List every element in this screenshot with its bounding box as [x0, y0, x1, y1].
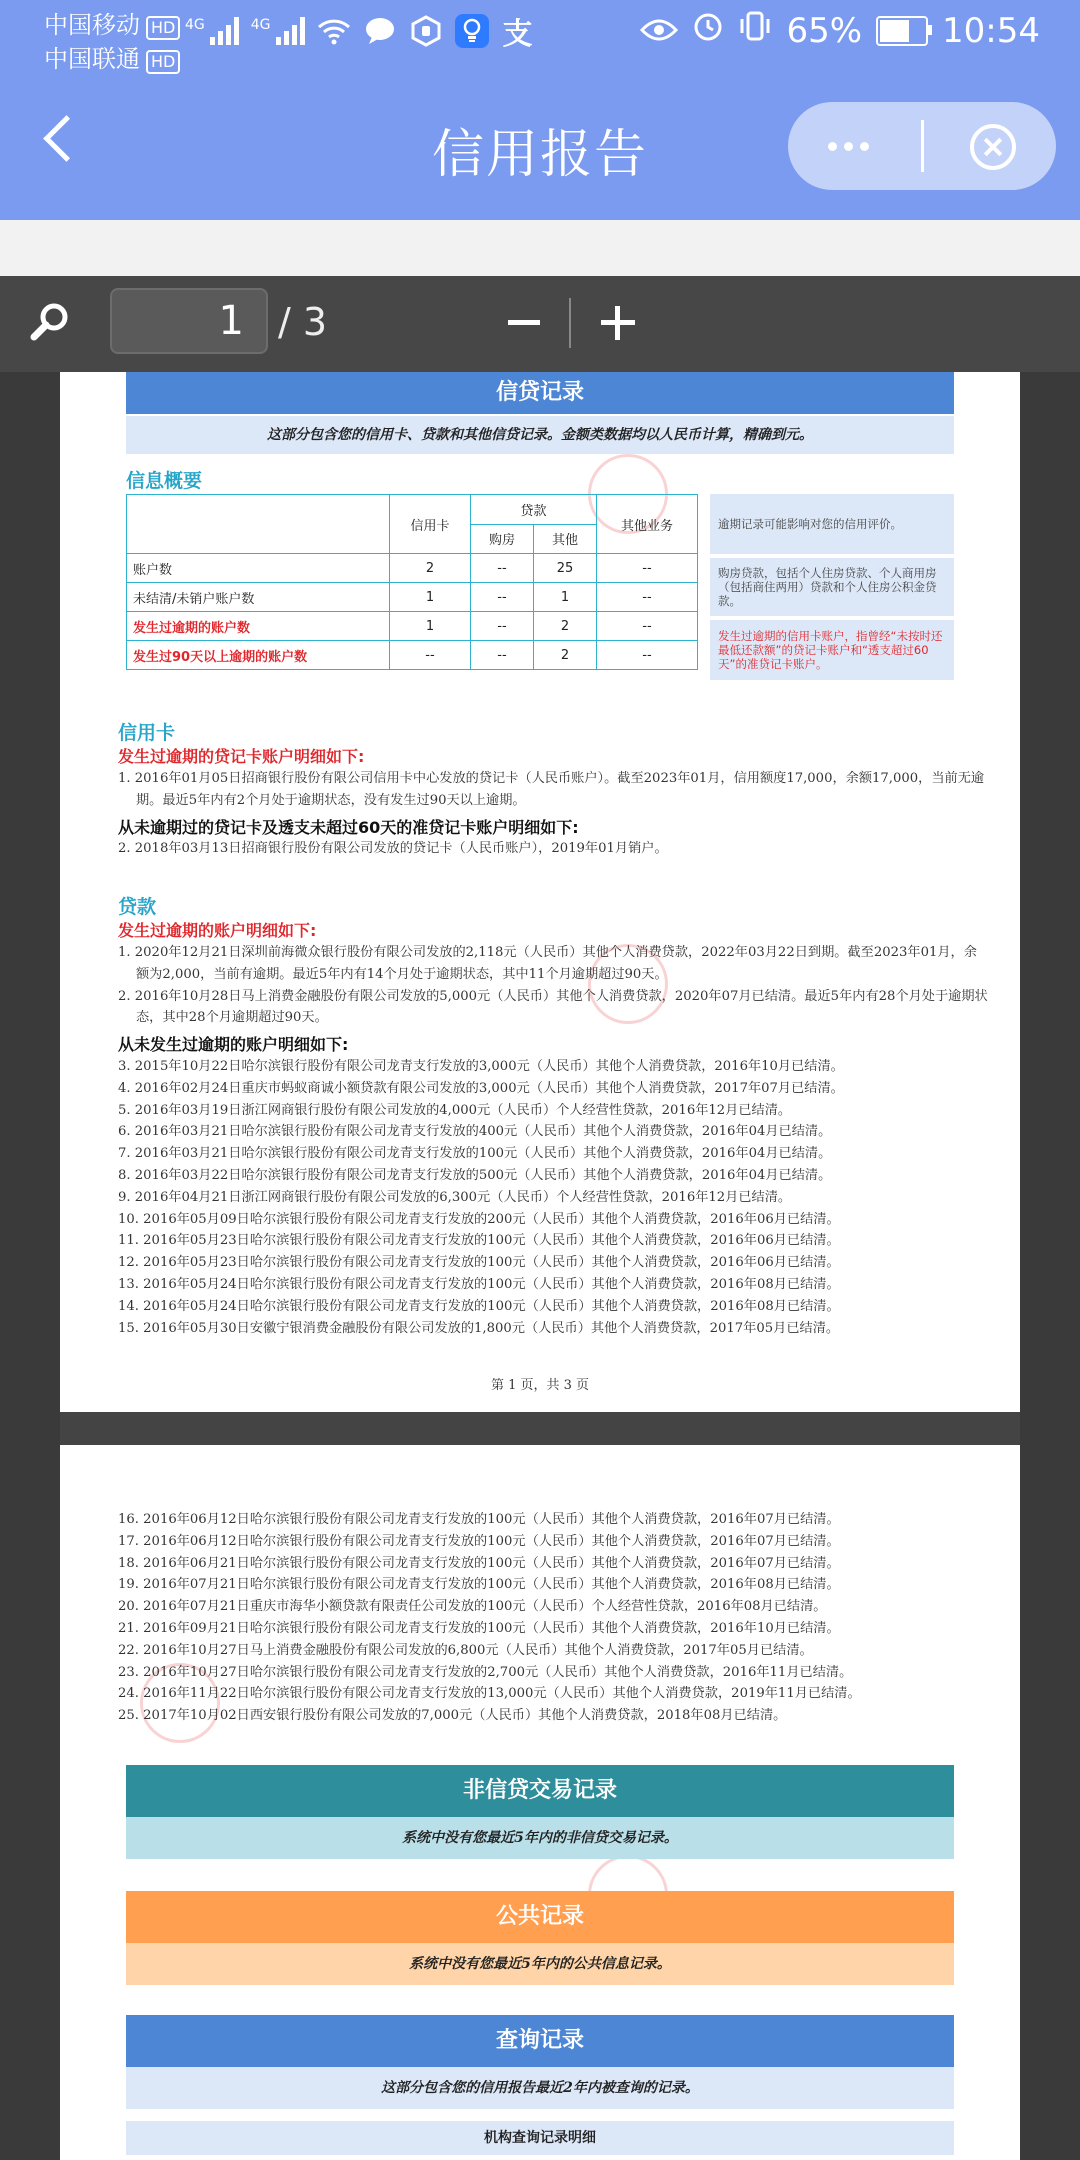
list-item: 2. 2018年03月13日招商银行股份有限公司发放的贷记卡（人民币账户），2019年01月销户。 [118, 841, 668, 856]
col-mortgage: 购房 [471, 524, 534, 554]
zoom-out-button[interactable] [508, 320, 540, 325]
carrier-2: 中国联通 [44, 45, 140, 73]
loan-overdue-heading: 发生过逾期的账户明细如下: [118, 921, 317, 940]
col-other: 其他 [534, 524, 597, 554]
list-item: 5. 2016年03月19日浙江网商银行股份有限公司发放的4,000元（人民币）个人经营性贷款，2016年12月已结清。 [118, 1102, 792, 1118]
list-item: 24. 2016年11月22日哈尔滨银行股份有限公司龙青支行发放的13,000元（人民币）其他个人消费贷款，2019年11月已结清。 [118, 1686, 861, 1702]
section-title-query: 查询记录 [126, 2015, 954, 2067]
overview-notes [710, 494, 954, 684]
col-credit-card: 信用卡 [390, 495, 471, 554]
list-item: 23. 2016年10月27日哈尔滨银行股份有限公司龙青支行发放的2,700元（人民币）其他个人消费贷款，2016年11月已结清。 [118, 1664, 853, 1680]
table-row: 发生过90天以上逾期的账户数 -- -- 2 -- [127, 641, 698, 670]
hd-badge: HD [146, 50, 180, 74]
list-item: 1. 2020年12月21日深圳前海微众银行股份有限公司发放的2,118元（人民币）其他个人消费贷款，2022年03月22日到期。截至2023年01月，余额为2,000，当前有逾期。最近5年内有14个月处于逾期状态，其中11个月逾期超过90天。 [118, 945, 977, 982]
list-item: 13. 2016年05月24日哈尔滨银行股份有限公司龙青支行发放的100元（人民币）其他个人消费贷款，2016年08月已结清。 [118, 1276, 840, 1292]
list-item: 12. 2016年05月23日哈尔滨银行股份有限公司龙青支行发放的100元（人民币）其他个人消费贷款，2016年06月已结清。 [118, 1255, 840, 1271]
carrier-1: 中国移动 [44, 11, 140, 39]
section-title-credit: 信贷记录 [126, 372, 954, 414]
list-item: 1. 2016年01月05日招商银行股份有限公司信用卡中心发放的贷记卡（人民币账户）。截至2023年01月，信用额度17,000，余额17,000，当前无逾期。最近5年内有2个月处于逾期状态，没有发生过90天以上逾期。 [118, 771, 985, 808]
toolbar-divider [569, 298, 571, 348]
page-total: / 3 [278, 300, 328, 344]
vibrate-icon [738, 10, 772, 51]
list-item: 4. 2016年02月24日重庆市蚂蚁商诚小额贷款有限公司发放的3,000元（人民币）其他个人消费贷款，2017年07月已结清。 [118, 1080, 844, 1096]
list-item: 15. 2016年05月30日安徽宁银消费金融股份有限公司发放的1,800元（人民币）其他个人消费贷款，2017年05月已结清。 [118, 1320, 840, 1336]
list-item: 16. 2016年06月12日哈尔滨银行股份有限公司龙青支行发放的100元（人民币）其他个人消费贷款，2016年07月已结清。 [118, 1512, 840, 1527]
note-overdue: 逾期记录可能影响对您的信用评价。 [710, 494, 954, 554]
list-item: 25. 2017年10月02日西安银行股份有限公司发放的7,000元（人民币）其他个人消费贷款，2018年08月已结清。 [118, 1708, 787, 1724]
credit-card-heading: 信用卡 [118, 722, 176, 744]
list-item: 18. 2016年06月21日哈尔滨银行股份有限公司龙青支行发放的100元（人民币）其他个人消费贷款，2016年07月已结清。 [118, 1555, 840, 1571]
page-footer: 第 1 页，共 3 页 [490, 1378, 590, 1393]
miniprogram-capsule [788, 102, 1056, 190]
overview-heading: 信息概要 [126, 470, 203, 492]
battery-percent: 65% [786, 10, 863, 51]
query-subheading: 机构查询记录明细 [126, 2121, 954, 2155]
spacer [0, 220, 1080, 276]
status-icons [185, 14, 535, 52]
shield-hand-icon [409, 14, 443, 48]
list-item: 3. 2015年10月22日哈尔滨银行股份有限公司龙青支行发放的3,000元（人民币）其他个人消费贷款，2016年10月已结清。 [118, 1059, 844, 1074]
list-item: 21. 2016年09月21日哈尔滨银行股份有限公司龙青支行发放的100元（人民币）其他个人消费贷款，2016年10月已结清。 [118, 1620, 840, 1636]
col-other-business: 其他业务 [597, 495, 698, 554]
note-mortgage: 购房贷款，包括个人住房贷款、个人商用房（包括商住两用）贷款和个人住房公积金贷款。 [710, 558, 954, 616]
carrier-info [44, 8, 180, 76]
page-number-input[interactable]: 1 [110, 288, 268, 354]
signal-icon: 4G [251, 17, 305, 45]
list-item: 19. 2016年07月21日哈尔滨银行股份有限公司龙青支行发放的100元（人民币）其他个人消费贷款，2016年08月已结清。 [118, 1577, 840, 1593]
hd-badge: HD [146, 16, 180, 40]
cc-normal-list [118, 838, 988, 860]
chat-bubble-icon [363, 14, 397, 48]
loan-normal-list-continued [118, 1509, 988, 1727]
col-loan: 贷款 [471, 495, 597, 525]
list-item: 8. 2016年03月22日哈尔滨银行股份有限公司龙青支行发放的500元（人民币）其他个人消费贷款，2016年04月已结清。 [118, 1167, 832, 1183]
pdf-toolbar [0, 276, 1080, 374]
viewer-margin-right [1020, 372, 1080, 2160]
list-item: 20. 2016年07月21日重庆市海华小额贷款有限责任公司发放的100元（人民币）个人经营性贷款，2016年08月已结清。 [118, 1599, 827, 1615]
list-item: 9. 2016年04月21日浙江网商银行股份有限公司发放的6,300元（人民币）个人经营性贷款，2016年12月已结清。 [118, 1189, 792, 1205]
list-item: 2. 2016年10月28日马上消费金融股份有限公司发放的5,000元（人民币）其他个人消费贷款，2020年07月已结清。最近5年内有28个月处于逾期状态，其中28个月逾期超过90天。 [118, 988, 988, 1026]
section-desc-query: 这部分包含您的信用报告最近2年内被查询的记录。 [126, 2067, 954, 2109]
list-item: 6. 2016年03月21日哈尔滨银行股份有限公司龙青支行发放的400元（人民币）其他个人消费贷款，2016年04月已结清。 [118, 1124, 832, 1140]
loan-overdue-list [118, 942, 988, 1029]
list-item: 11. 2016年05月23日哈尔滨银行股份有限公司龙青支行发放的100元（人民币）其他个人消费贷款，2016年06月已结清。 [118, 1233, 840, 1249]
page-title: 信用报告 [431, 125, 648, 185]
close-icon[interactable] [970, 124, 1016, 170]
table-row: 未结清/未销户账户数 1 -- 1 -- [127, 583, 698, 612]
cc-overdue-list [118, 768, 988, 812]
loan-heading: 贷款 [118, 896, 157, 918]
viewer-margin-left [0, 372, 60, 2160]
zoom-in-button[interactable] [601, 306, 635, 340]
section-title-noncredit: 非信贷交易记录 [126, 1765, 954, 1817]
list-item: 7. 2016年03月21日哈尔滨银行股份有限公司龙青支行发放的100元（人民币）其他个人消费贷款，2016年04月已结清。 [118, 1146, 832, 1162]
clock: 10:54 [942, 10, 1040, 51]
loan-normal-heading: 从未发生过逾期的账户明细如下: [118, 1035, 349, 1054]
alipay-icon: 支 [502, 17, 533, 52]
capsule-divider [921, 120, 924, 172]
list-item: 17. 2016年06月12日哈尔滨银行股份有限公司龙青支行发放的100元（人民币）其他个人消费贷款，2016年07月已结清。 [118, 1533, 840, 1549]
list-item: 14. 2016年05月24日哈尔滨银行股份有限公司龙青支行发放的100元（人民币）其他个人消费贷款，2016年08月已结清。 [118, 1298, 840, 1314]
section-desc-public: 系统中没有您最近5年内的公共信息记录。 [126, 1943, 954, 1985]
pdf-page-2[interactable] [60, 1445, 1020, 2160]
list-item: 22. 2016年10月27日马上消费金融股份有限公司发放的6,800元（人民币）其他个人消费贷款，2017年05月已结清。 [118, 1642, 813, 1658]
cc-normal-heading: 从未逾期过的贷记卡及透支未超过60天的准贷记卡账户明细如下: [118, 818, 579, 837]
signal-icon: 4G [185, 17, 239, 45]
table-row: 发生过逾期的账户数 1 -- 2 -- [127, 612, 698, 641]
alarm-icon [692, 10, 724, 51]
overview-table [126, 494, 698, 670]
more-icon[interactable] [828, 142, 869, 151]
eye-icon [640, 11, 678, 51]
section-desc-noncredit: 系统中没有您最近5年内的非信贷交易记录。 [126, 1817, 954, 1859]
search-icon[interactable] [28, 300, 72, 344]
battery-icon [876, 16, 928, 46]
wifi-icon [317, 14, 351, 48]
cc-overdue-heading: 发生过逾期的贷记卡账户明细如下: [118, 747, 365, 766]
loan-normal-list [118, 1056, 988, 1339]
app-header [0, 0, 1080, 220]
list-item: 10. 2016年05月09日哈尔滨银行股份有限公司龙青支行发放的200元（人民币）其他个人消费贷款，2016年06月已结清。 [118, 1211, 840, 1227]
note-cc-overdue: 发生过逾期的信用卡账户，指曾经“未按时还最低还款额”的贷记卡账户和“透支超过60天”的准贷记卡账户。 [710, 620, 954, 680]
system-status [640, 10, 1040, 51]
section-desc-credit: 这部分包含您的信用卡、贷款和其他信贷记录。金额类数据均以人民币计算，精确到元。 [126, 416, 954, 454]
pdf-page-1[interactable] [60, 372, 1020, 1412]
section-title-public: 公共记录 [126, 1891, 954, 1943]
lightbulb-icon [455, 14, 489, 48]
table-row: 账户数 2 -- 25 -- [127, 554, 698, 583]
